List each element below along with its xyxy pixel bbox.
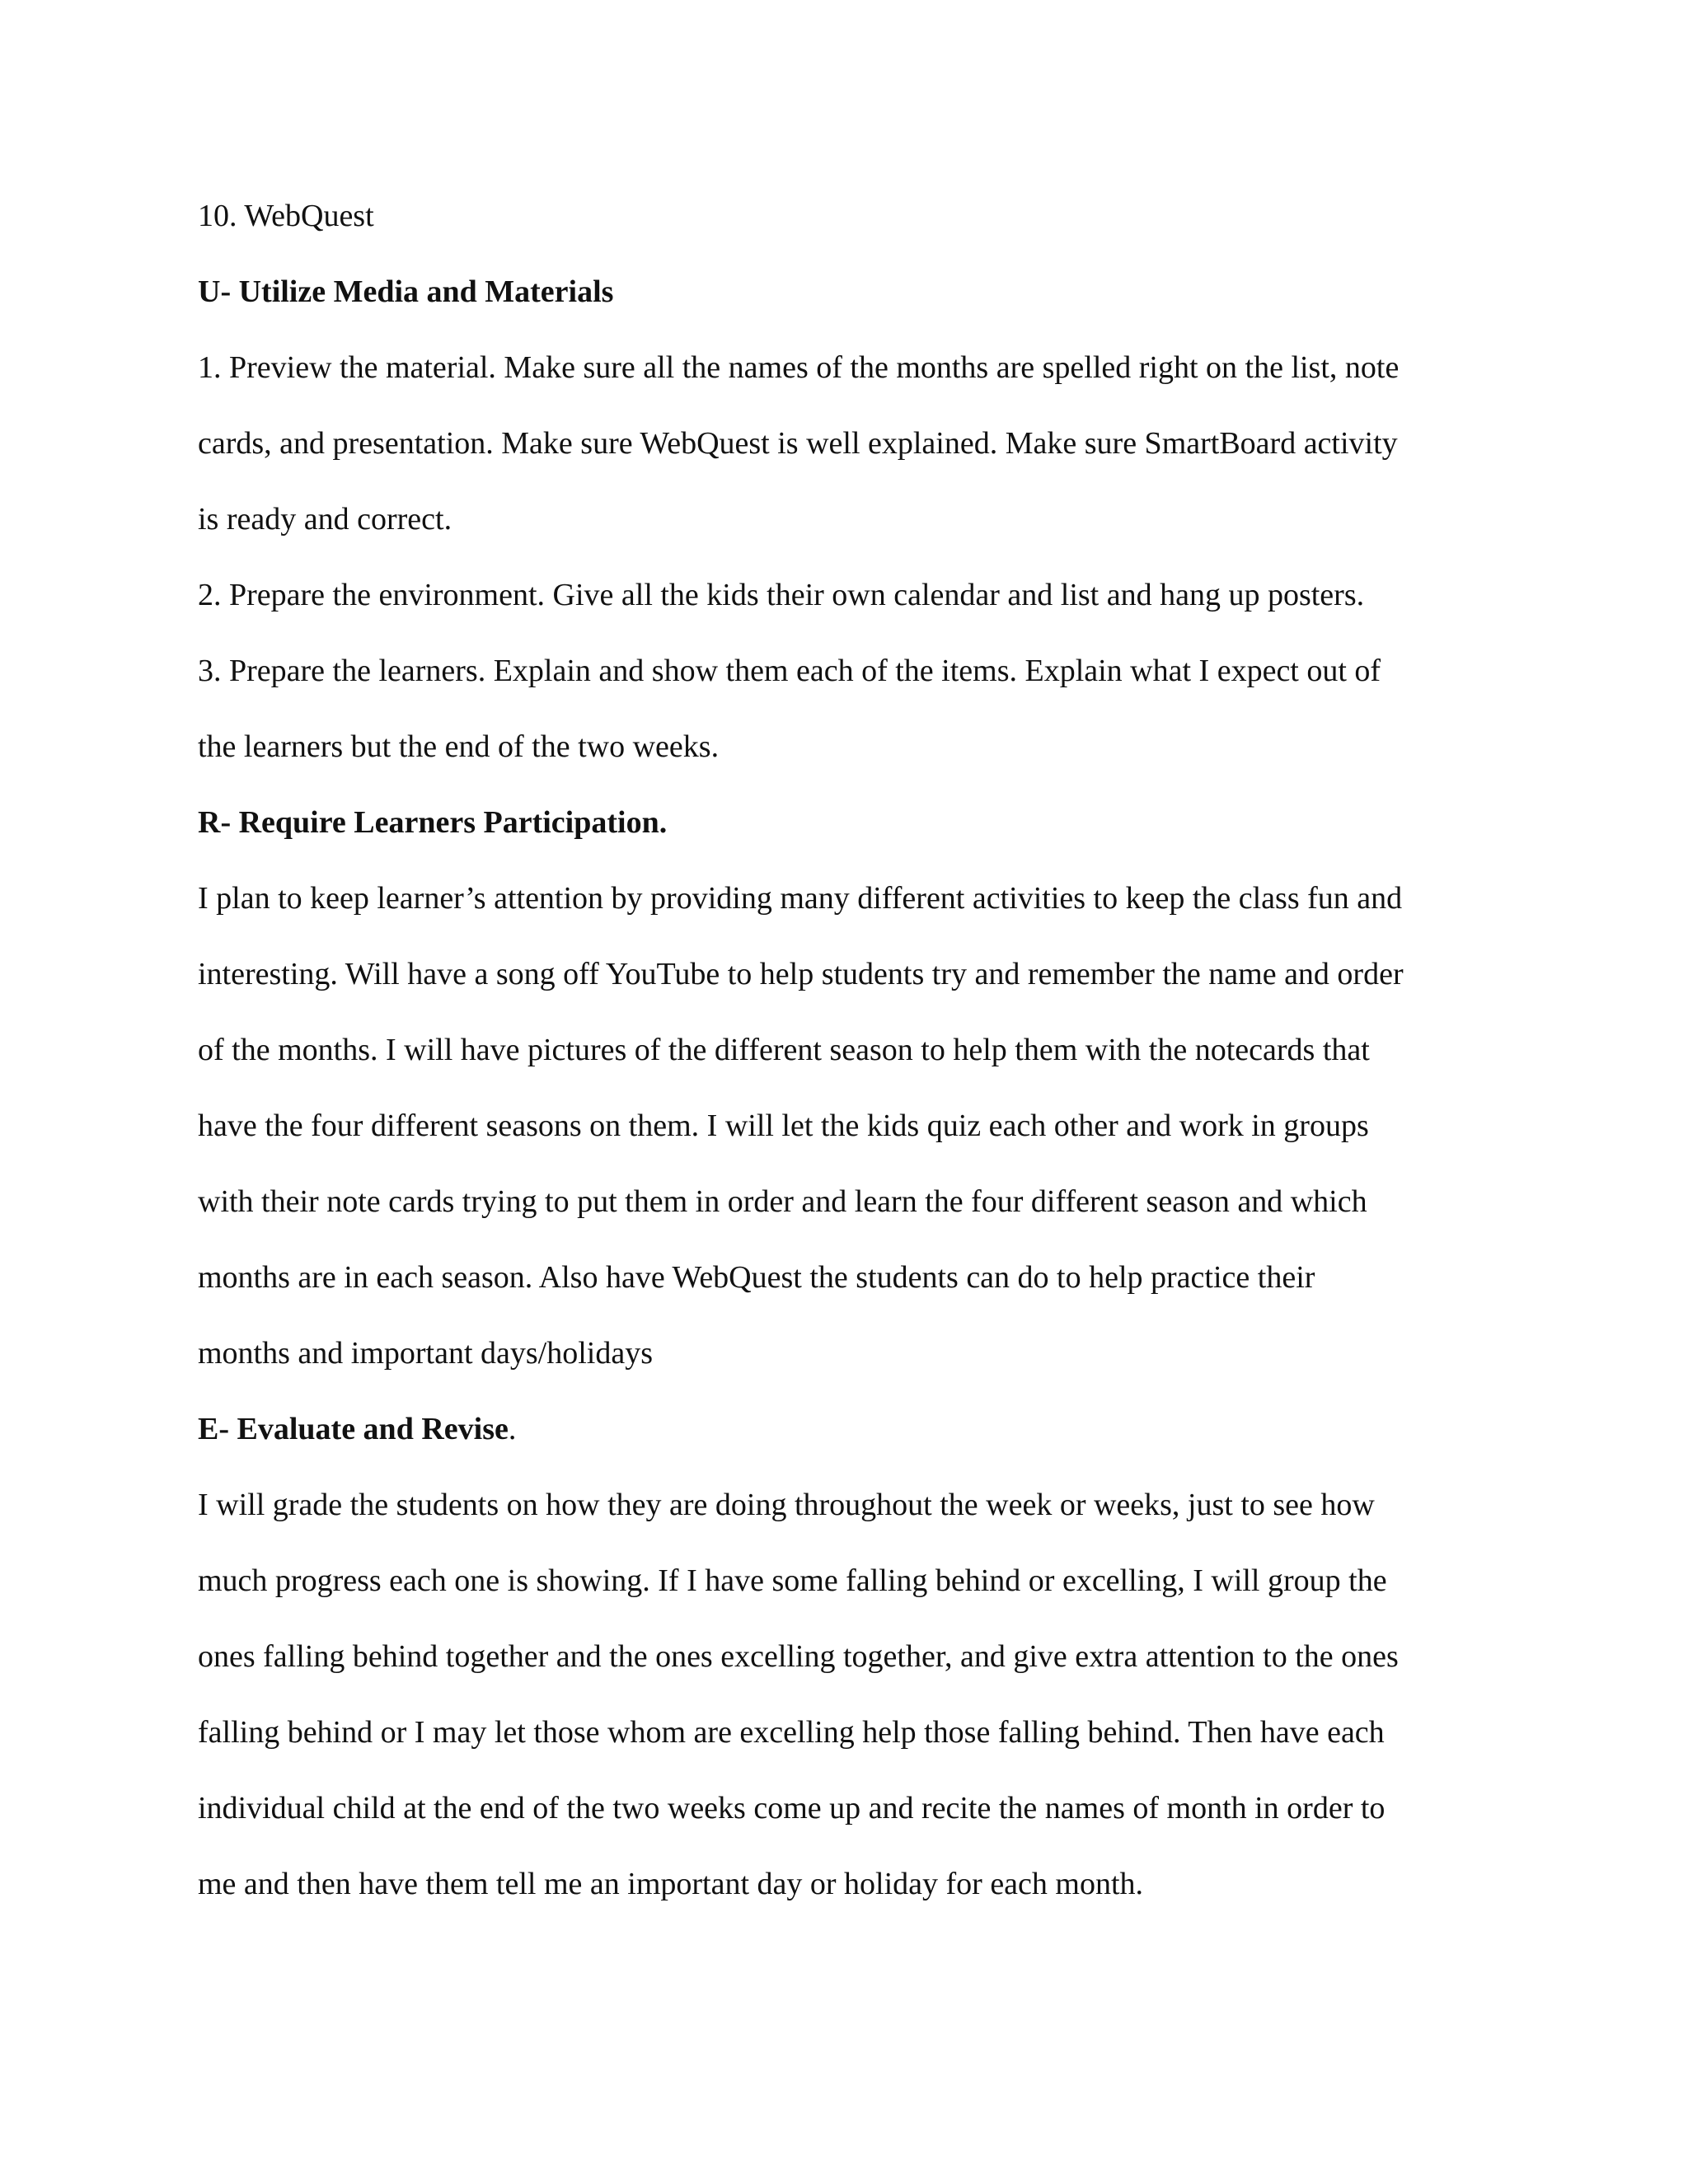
paragraph-line: have the four different seasons on them. I will let the kids quiz each other and work in groups [198, 1108, 1369, 1143]
section-title-utilize [198, 267, 1517, 343]
section-title-require [198, 798, 1517, 874]
paragraph-line: 3. Prepare the learners. Explain and show them each of the items. Explain what I expect out of [198, 654, 1381, 688]
paragraph-line: cards, and presentation. Make sure WebQuest is well explained. Make sure SmartBoard activity [198, 426, 1398, 461]
paragraph-line: I will grade the students on how they are doing throughout the week or weeks, just to see how [198, 1488, 1375, 1522]
section-title-evaluate [198, 1404, 1517, 1480]
document-heading: 10. WebQuest [198, 199, 374, 233]
paragraph-line: 1. Preview the material. Make sure all the names of the months are spelled right on the list, note [198, 350, 1400, 385]
paragraph-line: the learners but the end of the two weeks. [198, 729, 720, 764]
section-title-text: R- Require Learners Participation. [198, 805, 668, 840]
paragraph-line: with their note cards trying to put them in order and learn the four different season and which [198, 1184, 1367, 1219]
paragraph-line: ones falling behind together and the ones excelling together, and give extra attention to the ones [198, 1639, 1399, 1674]
paragraph-line: falling behind or I may let those whom are excelling help those falling behind. Then have each [198, 1715, 1385, 1750]
paragraph-line: interesting. Will have a song off YouTube to help students try and remember the name and order [198, 957, 1404, 991]
section-title-text: E- Evaluate and Revise [198, 1412, 509, 1446]
paragraph-line: 2. Prepare the environment. Give all the kids their own calendar and list and hang up posters. [198, 578, 1365, 612]
section-title-text: U- Utilize Media and Materials [198, 274, 614, 309]
paragraph-line: individual child at the end of the two weeks come up and recite the names of month in order to [198, 1791, 1386, 1825]
paragraph-line: is ready and correct. [198, 502, 452, 537]
paragraph-line: much progress each one is showing. If I have some falling behind or excelling, I will group the [198, 1563, 1387, 1598]
paragraph-line: me and then have them tell me an important day or holiday for each month. [198, 1867, 1144, 1901]
paragraph-line: months and important days/holidays [198, 1336, 654, 1371]
paragraph-line: months are in each season. Also have WebQuest the students can do to help practice their [198, 1260, 1315, 1295]
paragraph-line: of the months. I will have pictures of the different season to help them with the notecards that [198, 1033, 1370, 1067]
section-title-suffix: . [508, 1412, 517, 1446]
paragraph-line: I plan to keep learner’s attention by providing many different activities to keep the class fun and [198, 881, 1403, 916]
document-body [198, 191, 1517, 1935]
